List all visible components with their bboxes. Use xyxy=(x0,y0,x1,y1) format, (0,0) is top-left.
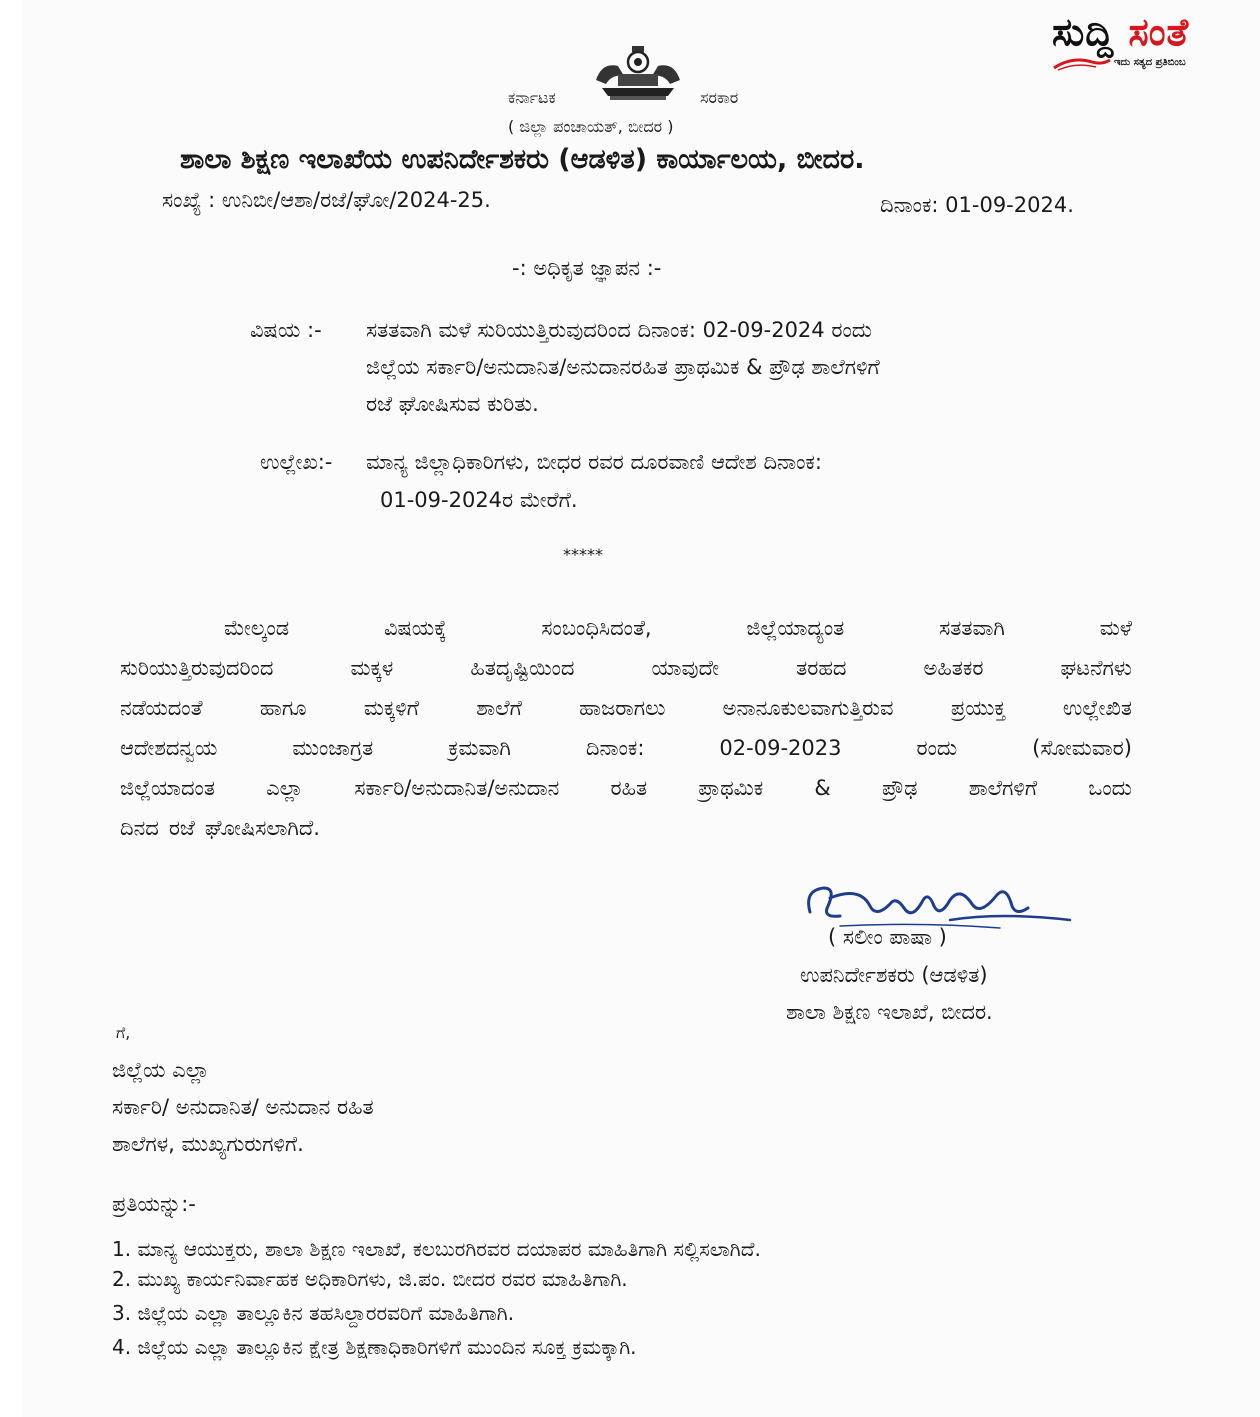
body-word: ಆದೇಶದನ್ವಯ xyxy=(120,736,218,760)
body-word: ಜಿಲ್ಲೆಯಾದಂತ xyxy=(120,776,215,800)
letter-date: ದಿನಾಂಕ: 01-09-2024. xyxy=(880,193,1074,217)
brand-name xyxy=(1052,10,1189,54)
body-line-4 xyxy=(120,728,1132,768)
state-emblem-icon xyxy=(588,44,688,102)
to-label: ಗೆ, xyxy=(116,1023,131,1042)
subject-line-1: ಸತತವಾಗಿ ಮಳೆ ಸುರಿಯುತ್ತಿರುವುದರಿಂದ ದಿನಾಂಕ: 02-09-2024 ರಂದು xyxy=(366,318,872,342)
body-word: ಘಟನೆಗಳು xyxy=(1060,656,1132,680)
letterhead-subtitle: ( ಜಿಲ್ಲಾ ಪಂಚಾಯತ್, ಬೀದರ ) xyxy=(508,117,674,136)
body-word: ನಡೆಯದಂತೆ xyxy=(120,696,203,720)
body-word: ಪ್ರಾಥಮಿಕ xyxy=(698,776,764,800)
recipient-line-3: ಶಾಲೆಗಳ, ಮುಖ್ಯಗುರುಗಳಿಗೆ. xyxy=(112,1132,304,1156)
copy-item-4: 4. ಜಿಲ್ಲೆಯ ಎಲ್ಲಾ ತಾಲ್ಲೂಕಿನ ಕ್ಷೇತ್ರ ಶಿಕ್ಷಣಾಧಿಕಾರಿಗಳಿಗೆ ಮುಂದಿನ ಸೂಕ್ತ ಕ್ರಮಕ್ಕಾಗಿ. xyxy=(112,1335,637,1359)
body-word: ಸರ್ಕಾರಿ/ಅನುದಾನಿತ/ಅನುದಾನ xyxy=(354,776,560,800)
body-word: ಮುಂಜಾಗ್ರತ xyxy=(292,736,374,760)
body-word: 02-09-2023 xyxy=(719,736,842,760)
reference-label: ಉಲ್ಲೇಖ:- xyxy=(260,450,333,474)
body-word: ಪ್ರೌಢ xyxy=(881,776,918,800)
body-word: ಪ್ರಯುಕ್ತ xyxy=(950,696,1006,720)
recipient-line-1: ಜಿಲ್ಲೆಯ ಎಲ್ಲಾ xyxy=(112,1058,210,1082)
signatory-designation: ಉಪನಿರ್ದೇಶಕರು (ಆಡಳಿತ) xyxy=(800,963,988,987)
body-word: ರಹಿತ xyxy=(610,776,648,800)
copy-item-1: 1. ಮಾನ್ಯ ಆಯುಕ್ತರು, ಶಾಲಾ ಶಿಕ್ಷಣ ಇಲಾಖೆ, ಕಲಬುರಗಿರವರ ದಯಾಪರ ಮಾಹಿತಿಗಾಗಿ ಸಲ್ಲಿಸಲಾಗಿದೆ. xyxy=(112,1237,761,1261)
body-word: ಮಕ್ಕಳಿಗೆ xyxy=(363,696,419,720)
body-word: ರಂದು xyxy=(916,736,958,760)
body-word: ಮೇಲ್ಕಂಡ xyxy=(224,616,290,640)
body-paragraph xyxy=(120,608,1132,848)
body-line-3 xyxy=(120,688,1132,728)
body-word: ಕ್ರಮವಾಗಿ xyxy=(448,736,511,760)
body-word: ಹಿತದೃಷ್ಟಿಯಿಂದ xyxy=(470,656,575,680)
letterhead-right-label: ಸರಕಾರ xyxy=(700,88,739,107)
body-word: ಅಹಿತಕರ xyxy=(923,656,984,680)
body-word: ಹಾಜರಾಗಲು xyxy=(579,696,666,720)
body-word: (ಸೋಮವಾರ) xyxy=(1032,736,1132,760)
body-line-1 xyxy=(120,608,1132,648)
brand-tagline: ಇದು ಸತ್ಯದ ಪ್ರತಿಬಿಂಬ xyxy=(1114,57,1186,68)
signatory-name: ( ಸಲೀಂ ಪಾಷಾ ) xyxy=(828,925,947,949)
body-word: ಸತತವಾಗಿ xyxy=(939,616,1005,640)
subject-label: ವಿಷಯ :- xyxy=(250,318,322,342)
body-word: ತರಹದ xyxy=(796,656,847,680)
body-word: & xyxy=(814,776,831,800)
body-word: ಮಕ್ಕಳ xyxy=(350,656,394,680)
subject-line-3: ರಜೆ ಘೋಷಿಸುವ ಕುರಿತು. xyxy=(366,392,539,416)
body-word: ವಿಷಯಕ್ಕೆ xyxy=(383,616,447,640)
body-word: ಜಿಲ್ಲೆಯಾದ್ಯಂತ xyxy=(746,616,845,640)
brand-swoosh-icon xyxy=(1052,54,1112,72)
brand-name-part2: ಸಂತೆ xyxy=(1128,10,1190,54)
body-word: ಶಾಲೆಗಳಿಗೆ xyxy=(968,776,1038,800)
brand-name-part1: ಸುದ್ದಿ xyxy=(1052,10,1115,54)
body-word: ದಿನಾಂಕ: xyxy=(585,736,645,760)
reference-line-1: ಮಾನ್ಯ ಜಿಲ್ಲಾಧಿಕಾರಿಗಳು, ಬೀಧರ ರವರ ದೂರವಾಣಿ ಆದೇಶ ದಿನಾಂಕ: xyxy=(366,450,822,474)
left-margin-strip xyxy=(0,0,22,1417)
body-word: ಅನಾನೂಕುಲವಾಗುತ್ತಿರುವ xyxy=(722,696,894,720)
signatory-office: ಶಾಲಾ ಶಿಕ್ಷಣ ಇಲಾಖೆ, ಬೀದರ. xyxy=(786,1000,993,1024)
reference-number: ಸಂಖ್ಯೆ : ಉನಿಬೀ/ಆಶಾ/ರಜೆ/ಘೋ/2024-25. xyxy=(162,188,491,212)
body-word: ಉಲ್ಲೇಖಿತ xyxy=(1062,696,1132,720)
body-word: ಹಾಗೂ xyxy=(259,696,307,720)
body-word: ರಜೆ xyxy=(168,816,195,840)
reference-line-2: 01-09-2024ರ ಮೇರೆಗೆ. xyxy=(380,488,578,512)
body-word: ಸುರಿಯುತ್ತಿರುವುದರಿಂದ xyxy=(120,656,274,680)
body-word: ಎಲ್ಲಾ xyxy=(266,776,304,800)
body-word: ಮಳೆ xyxy=(1099,616,1132,640)
copy-item-2: 2. ಮುಖ್ಯ ಕಾರ್ಯನಿರ್ವಾಹಕ ಅಧಿಕಾರಿಗಳು, ಜಿ.ಪಂ. ಬೀದರ ರವರ ಮಾಹಿತಿಗಾಗಿ. xyxy=(112,1267,628,1291)
body-word: ಘೋಷಿಸಲಾಗಿದೆ. xyxy=(204,816,320,840)
recipient-line-2: ಸರ್ಕಾರಿ/ ಅನುದಾನಿತ/ ಅನುದಾನ ರಹಿತ xyxy=(112,1095,374,1119)
body-line-2 xyxy=(120,648,1132,688)
separator-stars: ***** xyxy=(563,545,603,564)
body-word: ದಿನದ xyxy=(120,816,159,840)
body-word: ಒಂದು xyxy=(1088,776,1132,800)
subject-line-2: ಜಿಲ್ಲೆಯ ಸರ್ಕಾರಿ/ಅನುದಾನಿತ/ಅನುದಾನರಹಿತ ಪ್ರಾಥಮಿಕ & ಪ್ರೌಢ ಶಾಲೆಗಳಿಗೆ xyxy=(366,355,880,379)
body-line-5 xyxy=(120,768,1132,808)
body-line-6 xyxy=(120,808,1132,848)
brand-logo xyxy=(1052,10,1252,72)
body-word: ಶಾಲೆಗೆ xyxy=(476,696,522,720)
letterhead-left-label: ಕರ್ನಾಟಕ xyxy=(508,88,556,107)
copies-label: ಪ್ರತಿಯನ್ನು:- xyxy=(112,1192,196,1216)
notice-heading: -: ಅಧಿಕೃತ ಜ್ಞಾಪನ :- xyxy=(512,256,662,280)
copy-item-3: 3. ಜಿಲ್ಲೆಯ ಎಲ್ಲಾ ತಾಲ್ಲೂಕಿನ ತಹಸಿಲ್ದಾರರವರಿಗೆ ಮಾಹಿತಿಗಾಗಿ. xyxy=(112,1301,515,1325)
body-word: ಯಾವುದೇ xyxy=(651,656,720,680)
office-title: ಶಾಲಾ ಶಿಕ್ಷಣ ಇಲಾಖೆಯ ಉಪನಿರ್ದೇಶಕರು (ಆಡಳಿತ) ಕಾರ್ಯಾಲಯ, ಬೀದರ. xyxy=(180,144,865,175)
body-word: ಸಂಬಂಧಿಸಿದಂತೆ, xyxy=(541,616,652,640)
